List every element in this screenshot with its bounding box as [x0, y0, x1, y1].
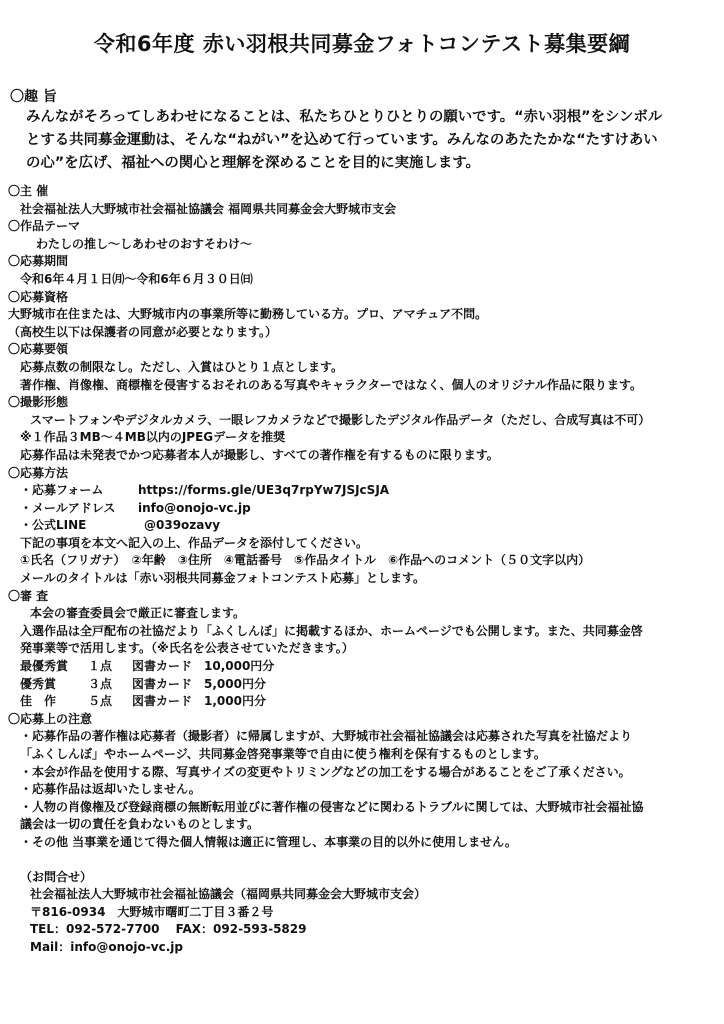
period-heading: 〇応募期間 — [8, 254, 69, 269]
email-link[interactable]: info@onojo-vc.jp — [138, 500, 251, 515]
prize-name: 佳 作 — [20, 694, 57, 709]
notes-heading: 〇応募上の注意 — [8, 711, 93, 726]
prize-reward: 図書カード 10,000円分 — [132, 659, 275, 674]
method-note: ①氏名（フリガナ） ②年齢 ③住所 ④電話番号 ⑤作品タイトル ⑥作品へのコメント（５０文字以内） — [20, 553, 591, 568]
line-label: ・公式LINE — [20, 518, 87, 533]
organizer-text: 社会福祉法人大野城市社会福祉協議会 福岡県共同募金会大野城市支会 — [20, 201, 397, 216]
prize-name: 優秀賞 — [20, 676, 57, 691]
theme-section — [8, 218, 720, 253]
review-line: 入選作品は全戸配布の社協だより「ふくしんぼ」に掲載するほか、ホームページでも公開します。また、共同募金啓 — [20, 623, 643, 638]
eligibility-heading: 〇応募資格 — [8, 289, 69, 304]
prize-row — [8, 676, 720, 694]
contact-org: 社会福祉法人大野城市社会福祉協議会（福岡県共同募金会大野城市支会） — [30, 887, 427, 902]
notes-line: ・その他 当事業を通じて得た個人情報は適正に管理し、本事業の目的以外に使用しません。 — [20, 834, 517, 849]
email-label: ・メールアドレス — [20, 500, 116, 515]
guidelines-section — [8, 341, 720, 394]
format-line: ※１作品３MB～４MB以内のJPEGデータを推奨 — [20, 430, 286, 445]
line-row — [8, 517, 720, 535]
contact-address: 〒816-0934 大野城市曙町二丁目３番２号 — [30, 904, 274, 919]
theme-text: わたしの推し～しあわせのおすそわけ～ — [36, 236, 253, 251]
purpose-line: みんながそろってしあわせになることは、私たちひとりひとりの願いです。“赤い羽根”をシンボル — [26, 109, 663, 125]
prize-count: ５点 — [88, 694, 113, 709]
guideline-content — [8, 183, 720, 957]
period-text: 令和6年４月１日㈪～令和6年６月３０日㈰ — [20, 271, 253, 286]
prize-count: １点 — [88, 659, 113, 674]
review-line: 発事業等で活用します。（※氏名を公表させていただきます。） — [20, 641, 354, 656]
notes-line: ・応募作品は返却いたしません。 — [20, 782, 201, 797]
purpose-body — [26, 106, 716, 175]
application-form-label: ・応募フォーム — [20, 483, 104, 498]
method-note: メールのタイトルは「赤い羽根共同募金フォトコンテスト応募」とします。 — [20, 571, 426, 586]
prize-row — [8, 658, 720, 676]
period-section — [8, 253, 720, 288]
review-line: 本会の審査委員会で厳正に審査します。 — [30, 606, 246, 621]
organizer-section — [8, 183, 720, 218]
prize-count: ３点 — [88, 676, 113, 691]
notes-line: ・応募作品の著作権は応募者（撮影者）に帰属しますが、大野城市社会福祉協議会は応募された写真を社協だより — [20, 729, 633, 744]
page-title: 令和6年度 赤い羽根共同募金フォトコンテスト募集要綱 — [93, 32, 631, 56]
prize-name: 最優秀賞 — [20, 659, 69, 674]
format-line: スマートフォンやデジタルカメラ、一眼レフカメラなどで撮影したデジタル作品データ（ただし、合成写真は不可） — [30, 412, 651, 427]
theme-heading: 〇作品テーマ — [8, 219, 81, 234]
guidelines-line: 著作権、肖像権、商標権を侵害するおそれのある写真やキャラクターではなく、個人のオリジナル作品に限ります。 — [20, 377, 642, 392]
review-section — [8, 588, 720, 711]
notes-line: 議会は一切の責任を負わないものとします。 — [20, 817, 260, 832]
line-id[interactable]: @039ozavy — [144, 518, 221, 533]
format-section — [8, 394, 720, 464]
eligibility-line: 大野城市在住または、大野城市内の事業所等に勤務している方。プロ、アマチュア不問。 — [8, 307, 488, 322]
contact-mail[interactable]: Mail：info@onojo-vc.jp — [30, 939, 183, 954]
spacer — [8, 852, 720, 869]
review-heading: 〇審 査 — [8, 588, 49, 603]
contact-phone: TEL：092-572-7700 FAX：092-593-5829 — [30, 922, 307, 937]
purpose-line: の心”を広げ、福祉への関心と理解を深めることを目的に実施します。 — [26, 155, 480, 171]
format-line: 応募作品は未発表でかつ応募者本人が撮影し、すべての著作権を有するものに限ります。 — [20, 447, 499, 462]
format-heading: 〇撮影形態 — [8, 395, 69, 410]
prize-reward: 図書カード 1,000円分 — [132, 694, 266, 709]
method-section — [8, 465, 720, 588]
method-heading: 〇応募方法 — [8, 465, 69, 480]
organizer-heading: 〇主 催 — [8, 184, 49, 198]
email-row — [8, 500, 720, 518]
contact-heading: （お問合せ） — [20, 869, 93, 884]
notes-line: ・本会が作品を使用する際、写真サイズの変更やトリミングなどの加工をする場合があることをご了承ください。 — [20, 764, 631, 779]
purpose-heading: 〇趣 旨 — [10, 89, 57, 105]
eligibility-section — [8, 289, 720, 342]
notes-line: 「ふくしんぼ」やホームページ、共同募金啓発事業等で自由に使う権利を保有するものとします。 — [20, 747, 546, 761]
purpose-line: とする共同募金運動は、そんな“ねがい”を込めて行っています。みんなのあたたかな“たすけあい — [26, 132, 658, 148]
prize-row — [8, 693, 720, 711]
prize-reward: 図書カード 5,000円分 — [132, 676, 266, 691]
notes-section — [8, 711, 720, 852]
notes-line: ・人物の肖像権及び登録商標の無断転用並びに著作権の侵害などに関わるトラブルに関しては、大野城市社会福祉協 — [20, 799, 644, 814]
application-form-row — [8, 482, 720, 500]
application-form-link[interactable]: https://forms.gle/UE3q7rpYw7JSJcSJA — [138, 483, 390, 498]
guidelines-line: 応募点数の制限なし。ただし、入賞はひとり１点とします。 — [20, 359, 344, 374]
eligibility-line: （高校生以下は保護者の同意が必要となります。） — [8, 324, 278, 339]
guidelines-heading: 〇応募要領 — [8, 342, 69, 357]
contact-section — [8, 869, 720, 957]
method-note: 下記の事項を本文へ記入の上、作品データを添付してください。 — [20, 535, 369, 550]
